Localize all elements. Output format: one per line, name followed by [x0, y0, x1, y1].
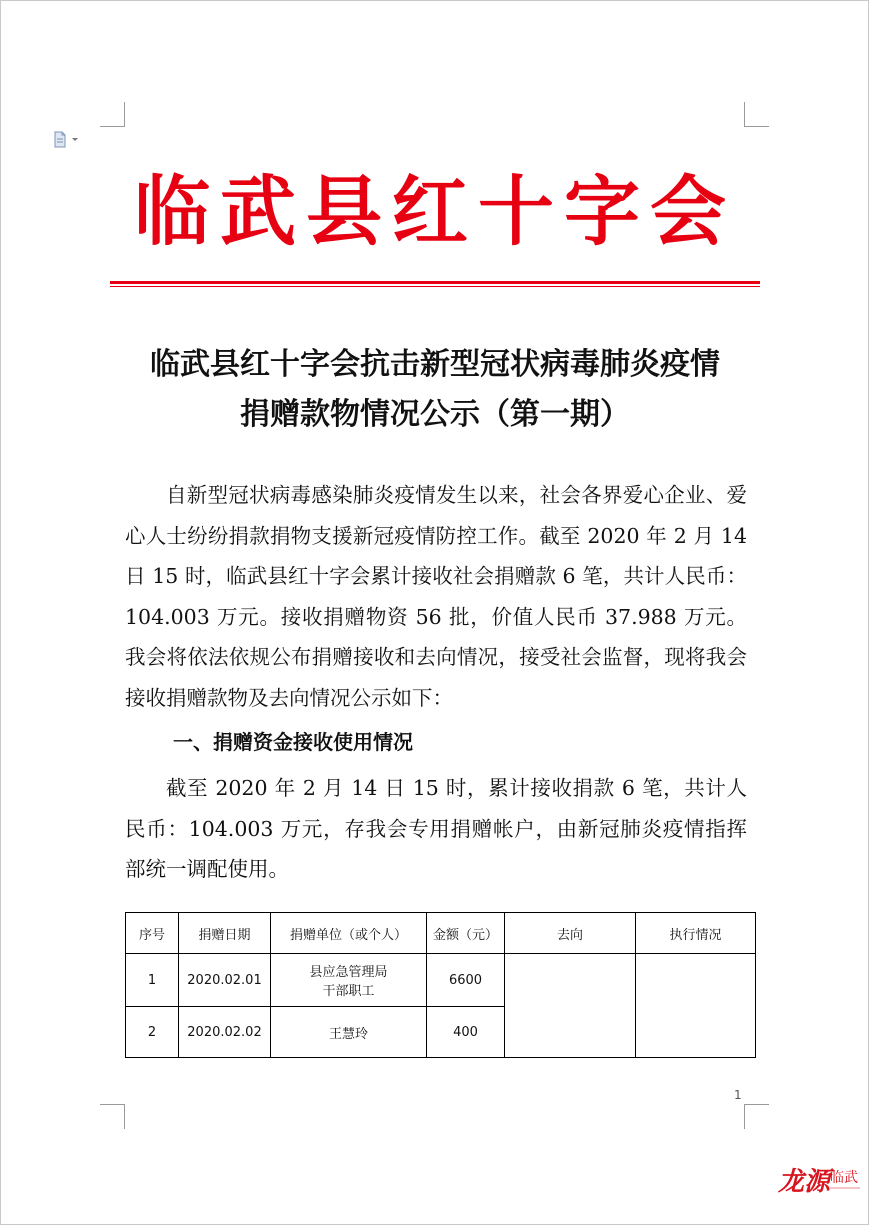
cell-date: 2020.02.02: [179, 1007, 271, 1058]
crop-mark-top-left: [100, 102, 125, 127]
cell-no: 1: [126, 954, 179, 1007]
watermark-brand: 龙源: [778, 1167, 831, 1197]
intro-paragraph: 自新型冠状病毒感染肺炎疫情发生以来，社会各界爱心企业、爱心人士纷纷捐款捐物支援新冠疫情防控工作。截至 2020 年 2 月 14 日 15 时，临武县红十字会累计接收社会捐赠款 6 笔，共计人民币：104.003 万元。接收捐赠物资 56 批，价值人民币 37.988 万元。我会将依法依规公布捐赠接收和去向情况，接受社会监督，现将我会接收捐赠款物及去向情况公示如下：: [125, 483, 747, 710]
section-heading: 一、捐赠资金接收使用情况: [173, 730, 413, 754]
crop-mark-bottom-right: [744, 1104, 769, 1129]
cell-execution: [636, 954, 756, 1058]
cell-donor: 王慧玲: [271, 1007, 427, 1058]
table-row: [126, 954, 756, 1007]
document-title: [100, 340, 770, 440]
donor-line: 县应急管理局: [309, 965, 388, 980]
watermark-text: 临武: [830, 1170, 858, 1186]
donor-line: 干部职工: [322, 984, 375, 999]
cell-destination: [505, 954, 636, 1058]
red-header-rule: [110, 281, 760, 287]
cell-no: 2: [126, 1007, 179, 1058]
column-header: 序号: [126, 913, 179, 954]
column-header: 捐赠单位（或个人）: [271, 913, 427, 954]
crop-mark-bottom-left: [100, 1104, 125, 1129]
document-title-line1: 临武县红十字会抗击新型冠状病毒肺炎疫情: [150, 347, 720, 382]
organization-title: 临武县红十字会: [134, 167, 736, 256]
cell-amount: 400: [427, 1007, 505, 1058]
table-header-row: [126, 913, 756, 954]
donations-table: [125, 912, 756, 1058]
document-title-line2: 捐赠款物情况公示（第一期）: [240, 397, 630, 432]
cell-date: 2020.02.01: [179, 954, 271, 1007]
crop-mark-top-right: [744, 102, 769, 127]
cell-amount: 6600: [427, 954, 505, 1007]
section-paragraph: 截至 2020 年 2 月 14 日 15 时，累计接收捐款 6 笔，共计人民币：104.003 万元，存我会专用捐赠帐户，由新冠肺炎疫情指挥部统一调配使用。: [125, 776, 747, 881]
column-header: 执行情况: [636, 913, 756, 954]
column-header: 捐赠日期: [179, 913, 271, 954]
watermark-logo: [778, 1160, 862, 1200]
page-number: 1: [734, 1088, 742, 1102]
document-icon[interactable]: [54, 131, 82, 149]
column-header: 去向: [505, 913, 636, 954]
cell-donor: [271, 954, 427, 1007]
column-header: 金额（元）: [427, 913, 505, 954]
